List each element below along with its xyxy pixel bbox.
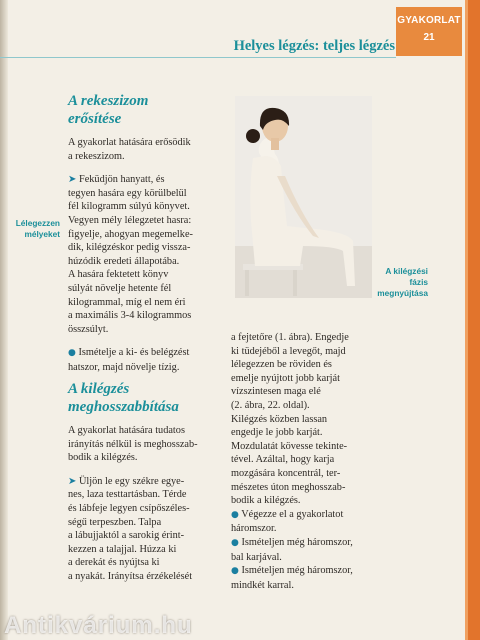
- chapter-tab: [396, 7, 462, 56]
- book-spine-shadow: [0, 0, 8, 640]
- bullet-icon: ●: [231, 537, 239, 548]
- bullet-icon: ●: [68, 348, 76, 359]
- section1-instruction: ➤ Feküdjön hanyatt, és tegyen hasára egy körülbelül fél kilogramm súlyú könyvet. Vegyen mély lélegzetet hasra: figyelje, ahogyan megemelke- dik, kilégzéskor pedig vissza- húzódik eredeti állapotába. A hasára fektetett könyv súlyát növelje hetente fél kilogrammal, míg el nem éri a maximális 3-4 kilogrammos összsúlyt.: [68, 174, 193, 335]
- book-cover-edge: [468, 0, 480, 640]
- chapter-tab-number: 21: [423, 32, 435, 43]
- column2-bullet: ● Ismételjen még háromszor, mindkét karral.: [231, 565, 353, 591]
- section-title-diaphragm: A rekeszizom erősítése: [68, 93, 149, 127]
- arrow-icon: ➤: [68, 174, 77, 186]
- section2-body: [68, 424, 228, 594]
- section1-bullet: ● Ismételje a ki- és belégzést hatszor, majd növelje tízig.: [68, 347, 190, 373]
- arrow-icon: ➤: [68, 475, 77, 487]
- section1-body: [68, 136, 228, 385]
- column2-bullet: ● Végezze el a gyakorlatot háromszor.: [231, 508, 344, 535]
- section1-intro: A gyakorlat hatására erősödik a rekeszizom.: [68, 137, 191, 162]
- watermark: Antikvárium.hu: [4, 612, 193, 639]
- bullet-icon: ●: [231, 566, 239, 577]
- bullet-icon: ●: [231, 509, 239, 520]
- chapter-tab-label: GYAKORLAT: [397, 15, 461, 26]
- section2-intro: A gyakorlat hatására tudatos irányítás nélkül is meghosszab- bodik a kilégzés.: [68, 425, 198, 464]
- column2-body: [231, 331, 391, 592]
- page-header-title: Helyes légzés: teljes légzés: [233, 38, 395, 54]
- section-title-exhalation: A kilégzés meghosszabbítása: [68, 381, 179, 415]
- column2-text: a fejtetőre (1. ábra). Engedje ki tüdejéből a levegőt, majd lélegezzen be röviden és emelje nyújtott jobb karját vízszintesen maga elé (2. ábra, 22. oldal). Kilégzés közben lassan engedje le jobb karját. Mozdulatát kövesse tekinte- tével. Azáltal, hogy karja mozgására koncentrál, ter- mészetes úton meghosszab- bodik a kilégzés.: [231, 332, 349, 507]
- photo-caption: A kilégzési fázis megnyújtása: [377, 266, 428, 298]
- margin-note-breathe: Lélegezzen mélyeket: [15, 218, 60, 239]
- photo-seated-woman: [235, 96, 372, 298]
- section2-instruction: ➤ Üljön le egy székre egye- nes, laza testtartásban. Térde és lábfeje legyen csípőszéles- ségű terpeszben. Talpa a lábujjaktól a sarokig érint- kezzen a talajjal. Húzza ki a derekát és nyújtsa ki a nyakát. Irányítsa érzékelését: [68, 475, 193, 582]
- header-rule: [0, 57, 396, 58]
- column2-bullet: ● Ismételjen még háromszor, bal karjával.: [231, 536, 353, 563]
